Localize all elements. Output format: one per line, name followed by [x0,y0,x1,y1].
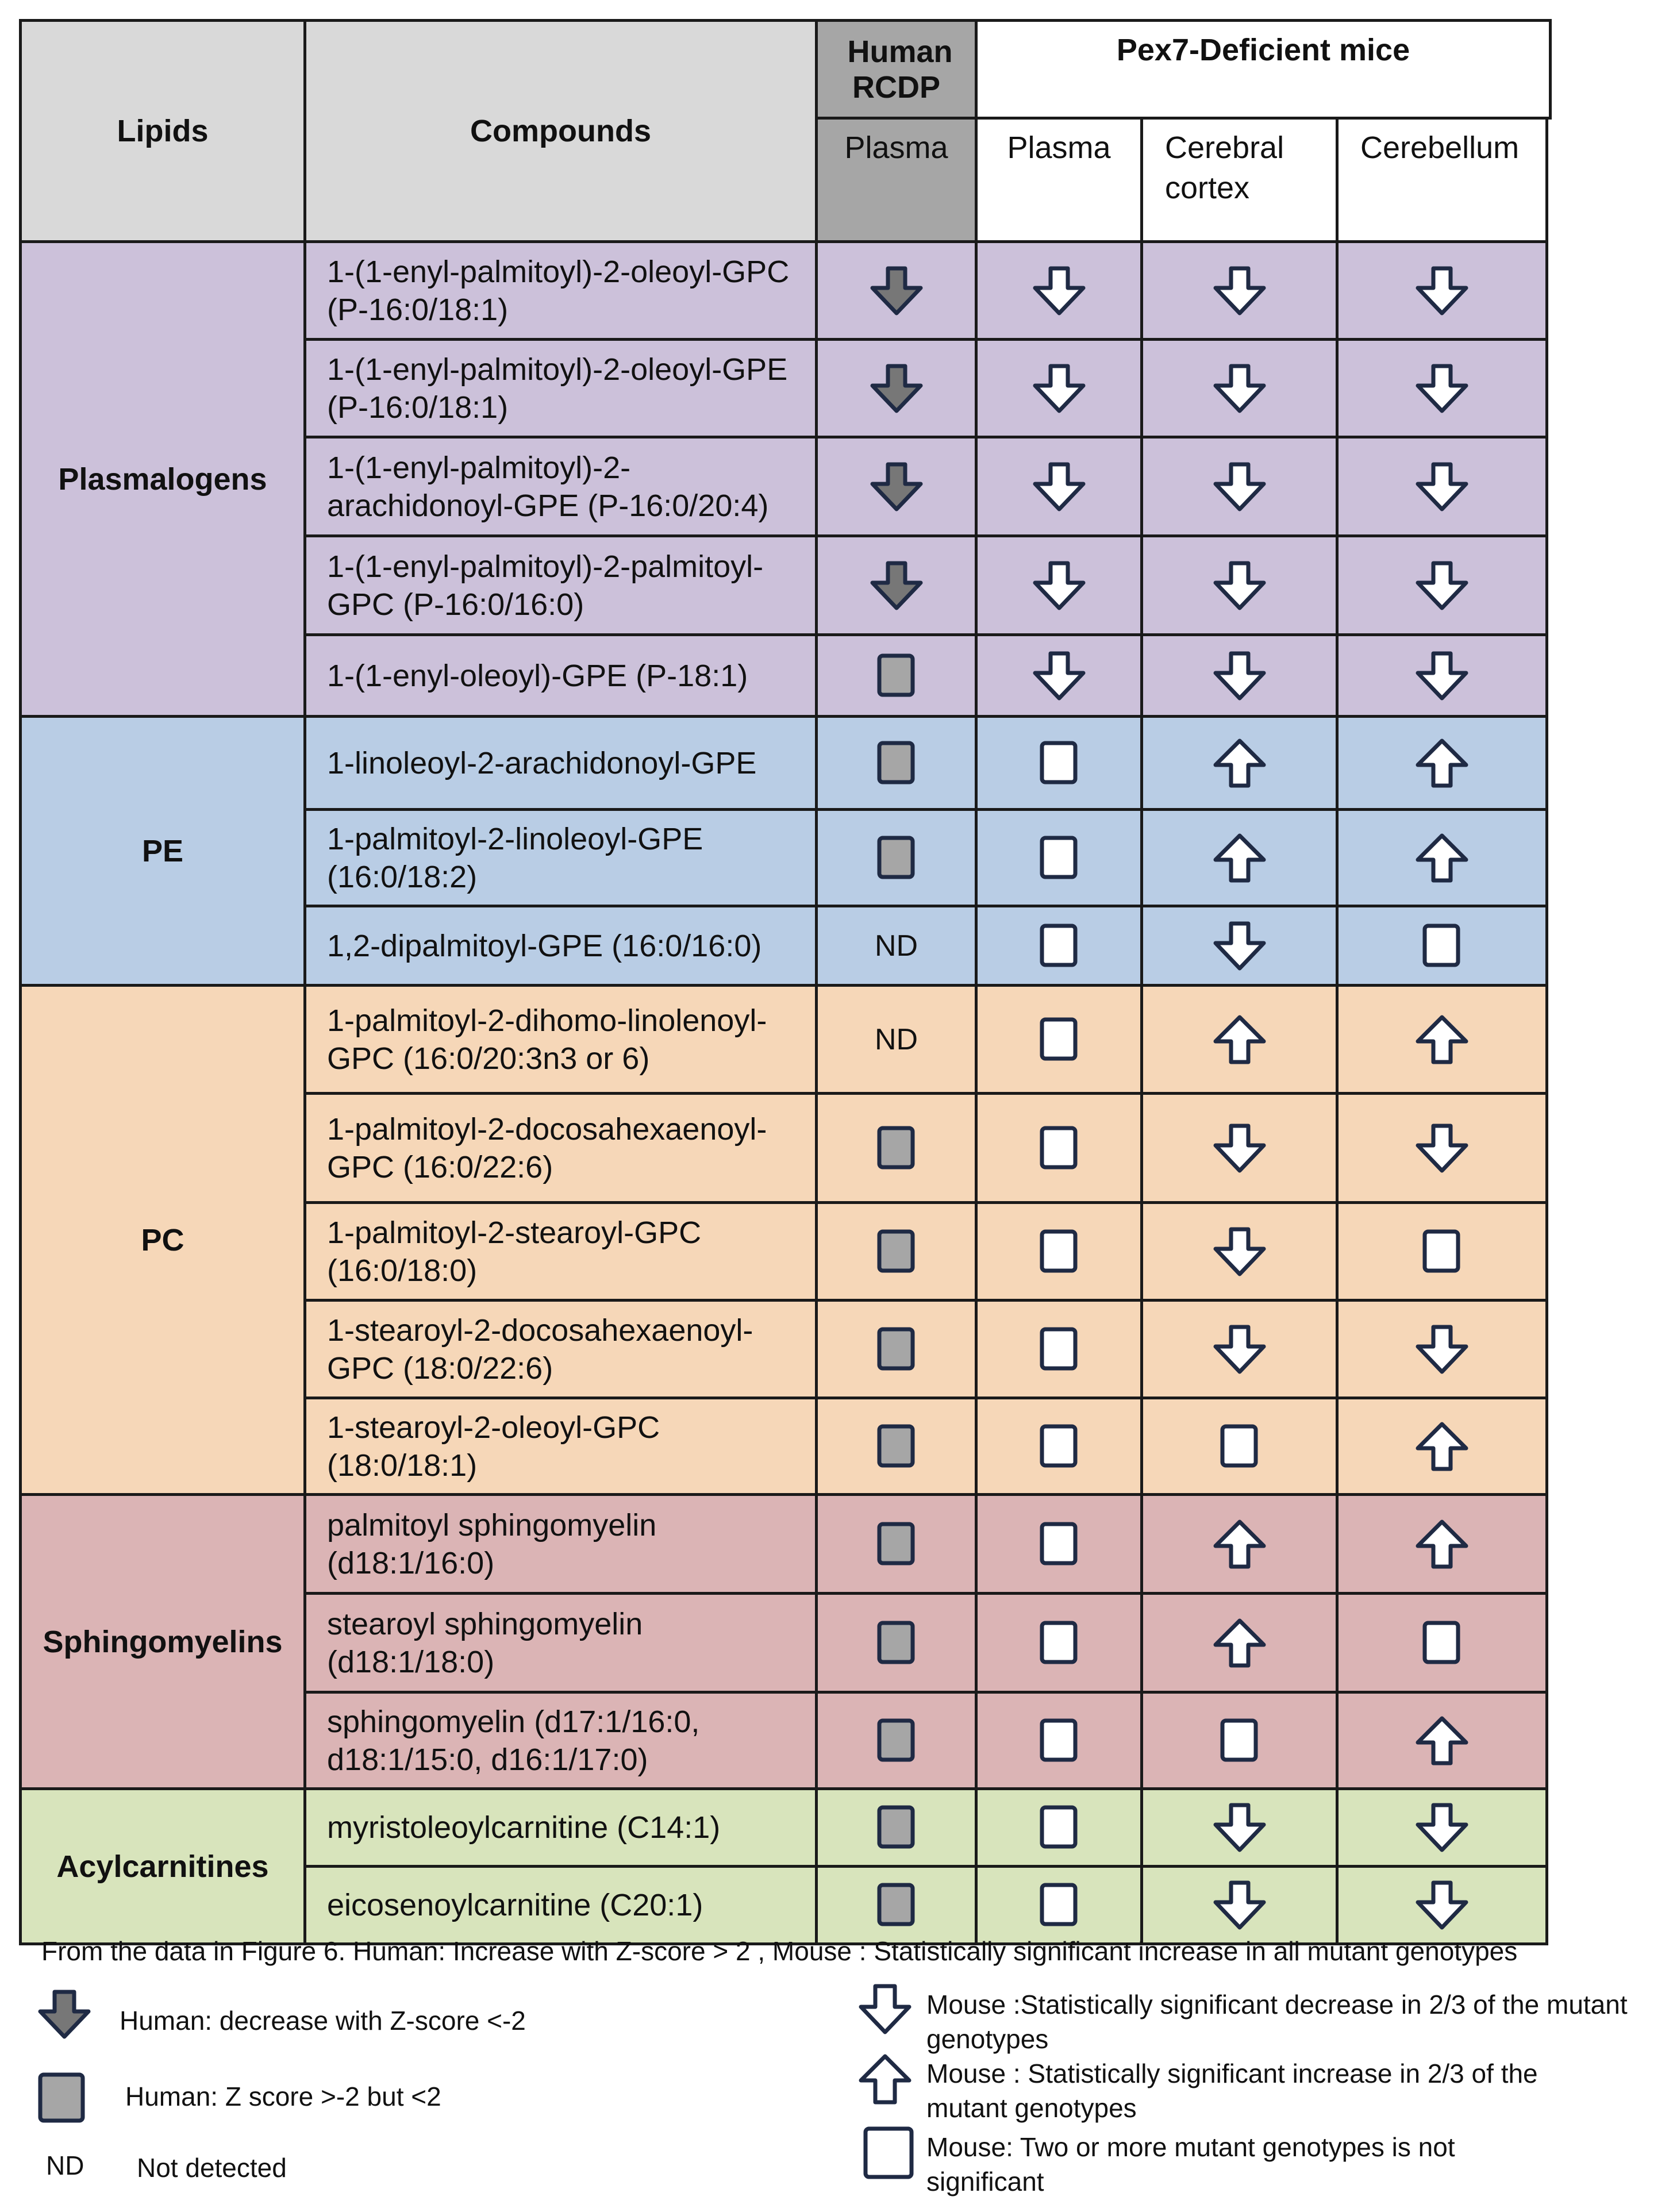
empty-box-icon [1039,1804,1080,1851]
arrow-down-icon [1414,560,1470,611]
change-cell [1142,536,1337,635]
change-cell [1337,437,1547,536]
not-detected-label: ND [874,929,918,963]
change-cell [1337,1301,1547,1398]
change-cell [817,1301,976,1398]
arrow-down-icon [1212,650,1267,702]
change-cell [976,986,1142,1094]
filled-arrow-down-icon [869,461,924,513]
change-cell [1142,242,1337,340]
change-cell [976,1867,1142,1944]
change-cell [817,1867,976,1944]
change-cell [1337,635,1547,717]
legend-human-box-icon [37,2071,89,2129]
change-cell [817,810,976,906]
compound-name: 1-palmitoyl-2-docosahexaenoyl-GPC (16:0/22:6) [305,1094,817,1203]
compound-name: 1-(1-enyl-oleoyl)-GPE (P-18:1) [305,635,817,717]
arrow-down-icon [1414,1802,1470,1853]
empty-box-icon [1421,922,1463,970]
empty-box-icon [1039,1619,1080,1667]
subheader-mouse-plasma: Plasma [976,118,1142,242]
change-cell [817,242,976,340]
change-cell [1337,340,1547,437]
empty-box-icon [1039,1125,1080,1172]
change-cell [976,536,1142,635]
change-cell [1337,1203,1547,1301]
arrow-up-icon [1212,1014,1267,1065]
empty-box-icon [1039,1521,1080,1568]
arrow-up-icon [1212,737,1267,789]
change-cell [1142,1094,1337,1203]
change-cell [976,1789,1142,1867]
change-cell [817,717,976,810]
table-row [21,242,1551,340]
compound-name: 1-palmitoyl-2-stearoyl-GPC (16:0/18:0) [305,1203,817,1301]
compound-name: 1-(1-enyl-palmitoyl)-2-arachidonoyl-GPE (P-16:0/20:4) [305,437,817,536]
subheader-human-plasma: Plasma [817,118,976,242]
compound-name: 1-(1-enyl-palmitoyl)-2-oleoyl-GPC (P-16:0/18:1) [305,242,817,340]
empty-box-icon [1421,1619,1463,1667]
compound-name: 1,2-dipalmitoyl-GPE (16:0/16:0) [305,906,817,986]
filled-arrow-down-icon [869,560,924,611]
change-cell [976,1094,1142,1203]
arrow-up-icon [1414,1421,1470,1472]
change-cell [817,1789,976,1867]
arrow-up-icon [1212,1518,1267,1570]
compound-name: sphingomyelin (d17:1/16:0, d18:1/15:0, d16:1/17:0) [305,1692,817,1789]
arrow-down-icon [1032,363,1087,414]
change-cell [1337,536,1547,635]
gray-box-icon [876,1717,917,1764]
not-detected-label: ND [874,1022,918,1056]
table-row [21,986,1551,1094]
change-cell [817,635,976,717]
header-human-rcdp-label: Human RCDP [847,34,953,105]
change-cell [1337,1867,1547,1944]
legend-human-down-icon [36,1988,93,2043]
arrow-up-icon [1414,737,1470,789]
arrow-down-icon [1032,461,1087,513]
compound-name: palmitoyl sphingomyelin (d18:1/16:0) [305,1495,817,1594]
legend-mouse-down-text: Mouse :Statistically significant decrease in 2/3 of the mutant genotypes [926,1990,1628,2054]
change-cell [1337,986,1547,1094]
change-cell [817,1094,976,1203]
change-cell [1337,906,1547,986]
change-cell [1142,1867,1337,1944]
arrow-down-icon [1414,265,1470,317]
arrow-down-icon [1414,650,1470,702]
arrow-down-icon [1414,461,1470,513]
change-cell [817,340,976,437]
arrow-down-icon [1212,363,1267,414]
arrow-down-icon [1212,920,1267,972]
gray-box-icon [876,1882,917,1929]
legend-mouse-up-text: Mouse : Statistically significant increase in 2/3 of the mutant genotypes [926,2059,1538,2123]
change-cell [1337,717,1547,810]
change-cell [1142,1301,1337,1398]
change-cell [976,906,1142,986]
arrow-up-icon [1212,1617,1267,1669]
legend-mouse-down-icon [856,1983,914,2040]
filled-arrow-down-icon [869,363,924,414]
arrow-up-icon [1414,1715,1470,1767]
gray-box-icon [876,1521,917,1568]
legend-mouse-box-icon [862,2125,917,2184]
change-cell [976,1301,1142,1398]
empty-box-icon [1219,1717,1260,1764]
compound-name: 1-stearoyl-2-oleoyl-GPC (18:0/18:1) [305,1398,817,1495]
lipid-group-label: Sphingomyelins [21,1495,305,1789]
legend-nd-text: Not detected [137,2153,287,2183]
arrow-down-icon [1414,1122,1470,1174]
legend-mouse-box-text: Mouse: Two or more mutant genotypes is not significant [926,2132,1455,2196]
empty-box-icon [1039,1228,1080,1275]
change-cell [976,242,1142,340]
change-cell [817,536,976,635]
arrow-up-icon [1212,832,1267,884]
arrow-down-icon [1212,1324,1267,1375]
change-cell [817,906,976,986]
change-cell [817,1594,976,1692]
change-cell [1337,1594,1547,1692]
gray-box-icon [876,1326,917,1373]
change-cell [1142,635,1337,717]
arrow-down-icon [1212,1122,1267,1174]
empty-box-icon [1039,1717,1080,1764]
arrow-down-icon [1212,1802,1267,1853]
compound-name: 1-palmitoyl-2-dihomo-linolenoyl-GPC (16:0/20:3n3 or 6) [305,986,817,1094]
change-cell [1142,1495,1337,1594]
arrow-down-icon [1414,1879,1470,1931]
change-cell [976,1398,1142,1495]
change-cell [817,437,976,536]
change-cell [976,810,1142,906]
arrow-up-icon [1414,1518,1470,1570]
table-row [21,1495,1551,1594]
lipid-change-table [19,19,1552,1945]
change-cell [1337,1398,1547,1495]
gray-box-icon [876,1125,917,1172]
gray-box-icon [876,834,917,882]
empty-box-icon [1039,922,1080,970]
legend-human-box-text: Human: Z score >-2 but <2 [125,2082,441,2111]
change-cell [1337,1692,1547,1789]
change-cell [1337,810,1547,906]
compound-name: 1-(1-enyl-palmitoyl)-2-palmitoyl-GPC (P-16:0/16:0) [305,536,817,635]
arrow-up-icon [1414,832,1470,884]
lipid-group-label: Acylcarnitines [21,1789,305,1944]
change-cell [1142,437,1337,536]
arrow-down-icon [1212,265,1267,317]
change-cell [976,635,1142,717]
footnote: From the data in Figure 6. Human: Increase with Z-score > 2 , Mouse : Statistically significant increase in all mutant genotypes [41,1936,1518,1966]
empty-box-icon [1039,740,1080,787]
arrow-up-icon [1414,1014,1470,1065]
change-cell [817,1692,976,1789]
compound-name: eicosenoylcarnitine (C20:1) [305,1867,817,1944]
change-cell [976,340,1142,437]
header-compounds: Compounds [305,21,817,242]
arrow-down-icon [1414,363,1470,414]
change-cell [1337,242,1547,340]
empty-box-icon [1039,834,1080,882]
arrow-down-icon [1212,1879,1267,1931]
change-cell [1142,1594,1337,1692]
arrow-down-icon [1212,1226,1267,1278]
arrow-down-icon [1212,461,1267,513]
empty-box-icon [1039,1016,1080,1063]
arrow-down-icon [1032,650,1087,702]
gray-box-icon [876,1619,917,1667]
change-cell [976,1692,1142,1789]
gray-box-icon [876,1423,917,1470]
filled-arrow-down-icon [869,265,924,317]
gray-box-icon [876,1228,917,1275]
subheader-cerebral-cortex-label: Cerebral cortex [1165,130,1284,205]
header-lipids: Lipids [21,21,305,242]
change-cell [817,1203,976,1301]
change-cell [1142,1398,1337,1495]
subheader-cerebellum: Cerebellum [1337,118,1547,242]
change-cell [1337,1094,1547,1203]
header-human-rcdp [817,21,976,118]
gray-box-icon [876,652,917,699]
compound-name: 1-stearoyl-2-docosahexaenoyl-GPC (18:0/22:6) [305,1301,817,1398]
change-cell [976,717,1142,810]
change-cell [976,1203,1142,1301]
empty-box-icon [1039,1423,1080,1470]
gray-box-icon [876,740,917,787]
legend-mouse-up-icon [856,2053,914,2110]
table-row [21,717,1551,810]
change-cell [817,1495,976,1594]
gray-box-icon [876,1804,917,1851]
change-cell [976,437,1142,536]
change-cell [1142,986,1337,1094]
change-cell [1337,1789,1547,1867]
lipid-group-label: Plasmalogens [21,242,305,717]
change-cell [1142,717,1337,810]
change-cell [976,1594,1142,1692]
change-cell [1142,1203,1337,1301]
table-row [21,1789,1551,1867]
change-cell [1142,810,1337,906]
arrow-down-icon [1032,560,1087,611]
legend-human-down-text: Human: decrease with Z-score <-2 [120,2006,526,2036]
change-cell [976,1495,1142,1594]
arrow-down-icon [1212,560,1267,611]
change-cell [1142,1789,1337,1867]
change-cell [1142,906,1337,986]
change-cell [1142,340,1337,437]
compound-name: 1-linoleoyl-2-arachidonoyl-GPE [305,717,817,810]
lipid-group-label: PE [21,717,305,986]
compound-name: 1-palmitoyl-2-linoleoyl-GPE (16:0/18:2) [305,810,817,906]
change-cell [817,1398,976,1495]
subheader-cerebral-cortex [1142,118,1337,242]
legend-nd-symbol: ND [46,2151,84,2180]
empty-box-icon [1039,1882,1080,1929]
arrow-down-icon [1414,1324,1470,1375]
compound-name: myristoleoylcarnitine (C14:1) [305,1789,817,1867]
compound-name: stearoyl sphingomyelin (d18:1/18:0) [305,1594,817,1692]
header-mice: Pex7-Deficient mice [976,21,1551,118]
compound-name: 1-(1-enyl-palmitoyl)-2-oleoyl-GPE (P-16:0/18:1) [305,340,817,437]
empty-box-icon [1219,1423,1260,1470]
arrow-down-icon [1032,265,1087,317]
empty-box-icon [1039,1326,1080,1373]
change-cell [817,986,976,1094]
change-cell [1142,1692,1337,1789]
lipid-group-label: PC [21,986,305,1495]
empty-box-icon [1421,1228,1463,1275]
change-cell [1337,1495,1547,1594]
